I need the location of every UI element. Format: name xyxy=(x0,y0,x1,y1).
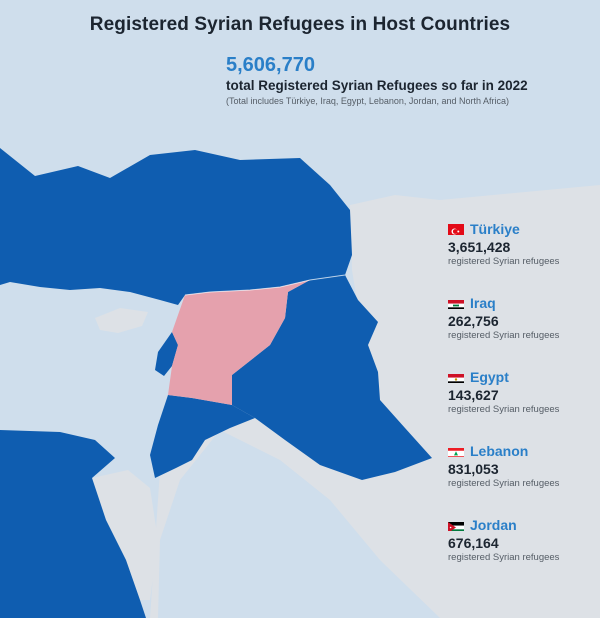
neighbor-land-cyprus xyxy=(95,308,148,333)
total-refugees-label: total Registered Syrian Refugees so far in 2022 xyxy=(226,78,528,93)
total-refugees-value: 5,606,770 xyxy=(226,54,315,76)
host-country-list xyxy=(448,221,598,591)
country-name: Türkiye xyxy=(470,221,520,237)
total-refugees-note: (Total includes Türkiye, Iraq, Egypt, Lebanon, Jordan, and North Africa) xyxy=(226,96,509,106)
turkey-region xyxy=(0,148,352,305)
host-country-lebanon xyxy=(448,443,598,517)
refugee-caption: registered Syrian refugees xyxy=(448,552,560,563)
country-name: Lebanon xyxy=(470,443,529,459)
refugee-caption: registered Syrian refugees xyxy=(448,256,560,267)
lebanon-flag-icon xyxy=(448,446,464,457)
turkey-flag-icon xyxy=(448,224,464,235)
host-country-turkiye xyxy=(448,221,598,295)
map-title: Registered Syrian Refugees in Host Countries xyxy=(89,14,511,35)
refugee-count: 831,053 xyxy=(448,461,499,477)
country-name: Jordan xyxy=(470,517,517,533)
country-name: Iraq xyxy=(470,295,496,311)
host-country-egypt xyxy=(448,369,598,443)
refugee-count: 3,651,428 xyxy=(448,239,511,255)
summary-block xyxy=(226,54,528,106)
jordan-flag-icon xyxy=(448,520,464,531)
host-country-jordan xyxy=(448,517,598,591)
refugee-count: 143,627 xyxy=(448,387,499,403)
refugee-caption: registered Syrian refugees xyxy=(448,478,560,489)
refugee-caption: registered Syrian refugees xyxy=(448,404,560,415)
country-name: Egypt xyxy=(470,369,509,385)
refugee-count: 676,164 xyxy=(448,535,499,551)
iraq-flag-icon xyxy=(448,298,464,309)
host-country-iraq xyxy=(448,295,598,369)
refugee-caption: registered Syrian refugees xyxy=(448,330,560,341)
egypt-flag-icon xyxy=(448,372,464,383)
refugee-count: 262,756 xyxy=(448,313,499,329)
